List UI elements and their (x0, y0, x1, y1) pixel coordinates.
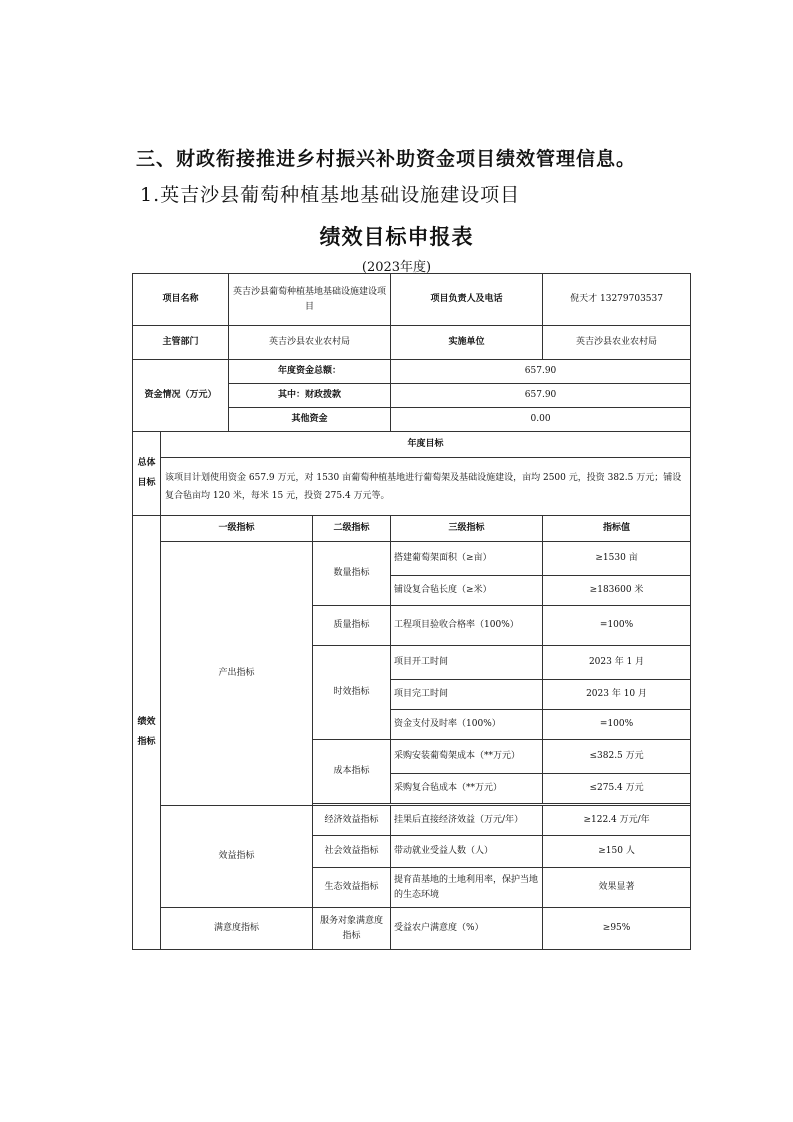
indicator-name: 项目完工时间 (391, 680, 543, 710)
indicator-name: 搭建葡萄架面积（≥亩） (391, 542, 543, 576)
performance-table (132, 273, 691, 950)
dept-label: 主管部门 (133, 326, 229, 360)
timeliness-indicator: 时效指标 (313, 646, 391, 740)
indicator-name: 项目开工时间 (391, 646, 543, 680)
table-title: 绩效目标申报表 (319, 225, 474, 249)
annual-goal-text: 该项目计划使用资金 657.9 万元，对 1530 亩葡萄种植基地进行葡萄架及基础设施建设，亩均 2500 元，投资 382.5 万元；铺设复合毡亩均 120 米，每米 15 元，投资 275.4 万元等。 (161, 458, 691, 516)
project-heading: 1.英吉沙县葡萄种植基地基础设施建设项目 (140, 184, 521, 206)
table-row (133, 908, 691, 950)
impl-label: 实施单位 (391, 326, 543, 360)
table-row (133, 542, 691, 576)
indicator-value: ≤275.4 万元 (543, 774, 691, 804)
social-benefit: 社会效益指标 (313, 836, 391, 868)
annual-goal-header: 年度目标 (161, 432, 691, 458)
impl-value: 英吉沙县农业农村局 (543, 326, 691, 360)
performance-indicator-label: 绩效指标 (133, 516, 161, 950)
fund-fiscal-value: 657.90 (391, 384, 691, 408)
output-indicator: 产出指标 (161, 542, 313, 806)
indicator-name: 挂果后直接经济效益（万元/年） (391, 806, 543, 836)
table-row (133, 326, 691, 360)
benefit-indicator: 效益指标 (161, 806, 313, 908)
fund-label: 资金情况（万元） (133, 360, 229, 432)
cost-indicator: 成本指标 (313, 740, 391, 804)
manager-label: 项目负责人及电话 (391, 274, 543, 326)
fund-other-value: 0.00 (391, 408, 691, 432)
overall-goal-label: 总体目标 (133, 432, 161, 516)
satisfaction-sub: 服务对象满意度指标 (313, 908, 391, 950)
indicator-name: 资金支付及时率（100%） (391, 710, 543, 740)
indicator-value: 效果显著 (543, 868, 691, 908)
year-label: (2023年度) (361, 260, 432, 275)
table-row (133, 274, 691, 326)
project-name-label: 项目名称 (133, 274, 229, 326)
quality-indicator: 质量指标 (313, 606, 391, 646)
indicator-value: ≥1530 亩 (543, 542, 691, 576)
indicator-name: 铺设复合毡长度（≥米） (391, 576, 543, 606)
indicator-name: 受益农户满意度（%） (391, 908, 543, 950)
indicator-value: 2023 年 10 月 (543, 680, 691, 710)
header-level2: 二级指标 (313, 516, 391, 542)
ecological-benefit: 生态效益指标 (313, 868, 391, 908)
manager-value: 倪天才 13279703537 (543, 274, 691, 326)
indicator-value: =100% (543, 606, 691, 646)
header-level1: 一级指标 (161, 516, 313, 542)
indicator-value: ≤382.5 万元 (543, 740, 691, 774)
indicator-value: 2023 年 1 月 (543, 646, 691, 680)
table-row (133, 516, 691, 542)
indicator-name: 工程项目验收合格率（100%） (391, 606, 543, 646)
header-level3: 三级指标 (391, 516, 543, 542)
table-row (133, 458, 691, 516)
indicator-value: ≥122.4 万元/年 (543, 806, 691, 836)
table-row (133, 806, 691, 836)
section-heading: 三、财政衔接推进乡村振兴补助资金项目绩效管理信息。 (136, 148, 637, 170)
project-name-value: 英吉沙县葡萄种植基地基础设施建设项目 (229, 274, 391, 326)
indicator-value: =100% (543, 710, 691, 740)
indicator-value: ≥150 人 (543, 836, 691, 868)
satisfaction-indicator: 满意度指标 (161, 908, 313, 950)
quantity-indicator: 数量指标 (313, 542, 391, 606)
fund-total-value: 657.90 (391, 360, 691, 384)
fund-fiscal-label: 其中：财政拨款 (229, 384, 391, 408)
economic-benefit: 经济效益指标 (313, 806, 391, 836)
fund-other-label: 其他资金 (229, 408, 391, 432)
header-value: 指标值 (543, 516, 691, 542)
indicator-name: 带动就业受益人数（人） (391, 836, 543, 868)
indicator-value: ≥183600 米 (543, 576, 691, 606)
fund-total-label: 年度资金总额： (229, 360, 391, 384)
indicator-name: 采购安装葡萄架成本（**万元） (391, 740, 543, 774)
indicator-name: 提育苗基地的土地利用率，保护当地的生态环境 (391, 868, 543, 908)
table-row (133, 432, 691, 458)
indicator-value: ≥95% (543, 908, 691, 950)
table-row (133, 360, 691, 384)
indicator-name: 采购复合毡成本（**万元） (391, 774, 543, 804)
dept-value: 英吉沙县农业农村局 (229, 326, 391, 360)
